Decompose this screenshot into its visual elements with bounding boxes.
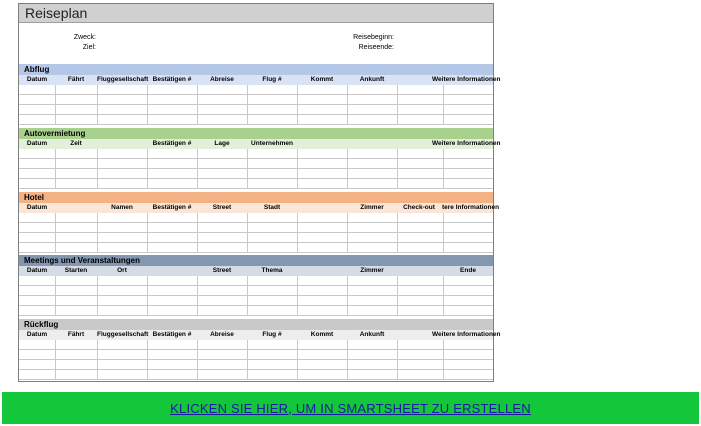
column-divider [55, 149, 56, 189]
col-header: Namen [111, 204, 133, 211]
col-header: Stadt [263, 204, 281, 211]
col-header: Check-out [403, 204, 435, 211]
column-divider [443, 213, 444, 253]
column-header-row [19, 139, 501, 149]
reiseende-label: Reiseende: [358, 44, 394, 51]
col-header: Abreise [210, 331, 234, 338]
col-header: Starten [64, 267, 88, 274]
section-title: Rückflug [19, 319, 493, 330]
column-divider [247, 340, 248, 380]
column-divider [55, 276, 56, 316]
title-bar [19, 4, 493, 23]
column-divider [347, 340, 348, 380]
column-divider [347, 276, 348, 316]
column-divider [97, 276, 98, 316]
row-divider [19, 242, 493, 243]
column-divider [197, 149, 198, 189]
row-divider [19, 124, 493, 125]
column-divider [397, 85, 398, 125]
column-divider [147, 340, 148, 380]
column-header-row [19, 266, 493, 276]
column-divider [347, 149, 348, 189]
col-header: Weitere Informationen [432, 331, 501, 338]
col-header: Fährt [67, 331, 85, 338]
col-header: Zeit [70, 140, 82, 147]
col-header: Street [212, 204, 232, 211]
column-divider [247, 149, 248, 189]
col-header: Zimmer [360, 267, 384, 274]
col-header: Kommt [310, 331, 334, 338]
row-divider [19, 369, 493, 370]
col-header: Datum [26, 140, 48, 147]
row-divider [19, 114, 493, 115]
column-divider [147, 213, 148, 253]
data-grid[interactable] [19, 213, 493, 253]
col-header: Ankunft [359, 331, 385, 338]
col-header: Fährt [67, 76, 85, 83]
col-header: Fluggesellschaft [97, 76, 149, 83]
column-divider [197, 85, 198, 125]
row-divider [19, 158, 493, 159]
column-divider [397, 276, 398, 316]
col-header: Weitere Informationen [432, 76, 501, 83]
column-divider [247, 276, 248, 316]
travel-itinerary-sheet [18, 3, 501, 382]
column-divider [55, 213, 56, 253]
row-divider [19, 285, 493, 286]
col-header: tere Informationen [442, 204, 500, 211]
reisebeginn-label: Reisebeginn: [353, 34, 394, 41]
row-divider [19, 168, 493, 169]
column-divider [55, 340, 56, 380]
data-grid[interactable] [19, 276, 493, 316]
data-grid[interactable] [19, 149, 493, 189]
col-header: Bestätigen # [152, 331, 192, 338]
row-divider [19, 252, 493, 253]
column-divider [443, 340, 444, 380]
col-header: Zimmer [360, 204, 384, 211]
section-title: Abflug [19, 64, 493, 75]
column-header-row [19, 75, 501, 85]
column-divider [297, 85, 298, 125]
column-divider [297, 149, 298, 189]
col-header: Fluggesellschaft [97, 331, 149, 338]
col-header: Flug # [262, 76, 282, 83]
col-header: Flug # [262, 331, 282, 338]
page-title: Reiseplan [25, 5, 88, 21]
column-divider [97, 149, 98, 189]
column-divider [97, 213, 98, 253]
col-header: Lage [214, 140, 230, 147]
column-divider [147, 85, 148, 125]
col-header: Street [212, 267, 232, 274]
data-grid[interactable] [19, 85, 493, 125]
col-header: Weitere Informationen [432, 140, 501, 147]
row-divider [19, 305, 493, 306]
row-divider [19, 188, 493, 189]
column-divider [347, 85, 348, 125]
row-divider [19, 359, 493, 360]
column-divider [297, 340, 298, 380]
row-divider [19, 379, 493, 380]
col-header: Bestätigen # [152, 204, 192, 211]
column-divider [443, 85, 444, 125]
column-divider [97, 340, 98, 380]
row-divider [19, 222, 493, 223]
data-grid[interactable] [19, 340, 493, 380]
col-header: Kommt [310, 76, 334, 83]
section-title: Autovermietung [19, 128, 493, 139]
col-header: Datum [26, 331, 48, 338]
column-divider [147, 149, 148, 189]
zweck-label: Zweck: [73, 34, 96, 41]
cta-banner[interactable] [2, 392, 699, 424]
col-header: Datum [26, 204, 48, 211]
row-divider [19, 178, 493, 179]
column-divider [397, 213, 398, 253]
column-divider [397, 149, 398, 189]
column-header-row [19, 330, 501, 340]
column-divider [443, 149, 444, 189]
column-divider [147, 276, 148, 316]
create-in-smartsheet-link[interactable]: KLICKEN SIE HIER, UM IN SMARTSHEET ZU ERSTELLEN [170, 400, 531, 416]
column-divider [443, 276, 444, 316]
column-divider [397, 340, 398, 380]
row-divider [19, 232, 493, 233]
col-header: Abreise [210, 76, 234, 83]
col-header: Ort [117, 267, 127, 274]
column-divider [197, 276, 198, 316]
col-header: Datum [26, 267, 48, 274]
column-divider [197, 340, 198, 380]
column-divider [297, 213, 298, 253]
ziel-label: Ziel: [82, 44, 96, 51]
col-header: Bestätigen # [152, 76, 192, 83]
column-divider [247, 85, 248, 125]
section-title: Meetings und Veranstaltungen [19, 255, 493, 266]
row-divider [19, 315, 493, 316]
col-header: Bestätigen # [152, 140, 192, 147]
row-divider [19, 349, 493, 350]
col-header: Thema [261, 267, 283, 274]
column-divider [347, 213, 348, 253]
row-divider [19, 94, 493, 95]
col-header: Datum [26, 76, 48, 83]
column-header-row [19, 203, 500, 213]
section-title: Hotel [19, 192, 493, 203]
row-divider [19, 295, 493, 296]
column-divider [247, 213, 248, 253]
column-divider [97, 85, 98, 125]
col-header: Ankunft [359, 76, 385, 83]
col-header: Unternehmen [251, 140, 293, 147]
column-divider [297, 276, 298, 316]
column-divider [55, 85, 56, 125]
col-header: Ende [460, 267, 476, 274]
row-divider [19, 104, 493, 105]
column-divider [197, 213, 198, 253]
